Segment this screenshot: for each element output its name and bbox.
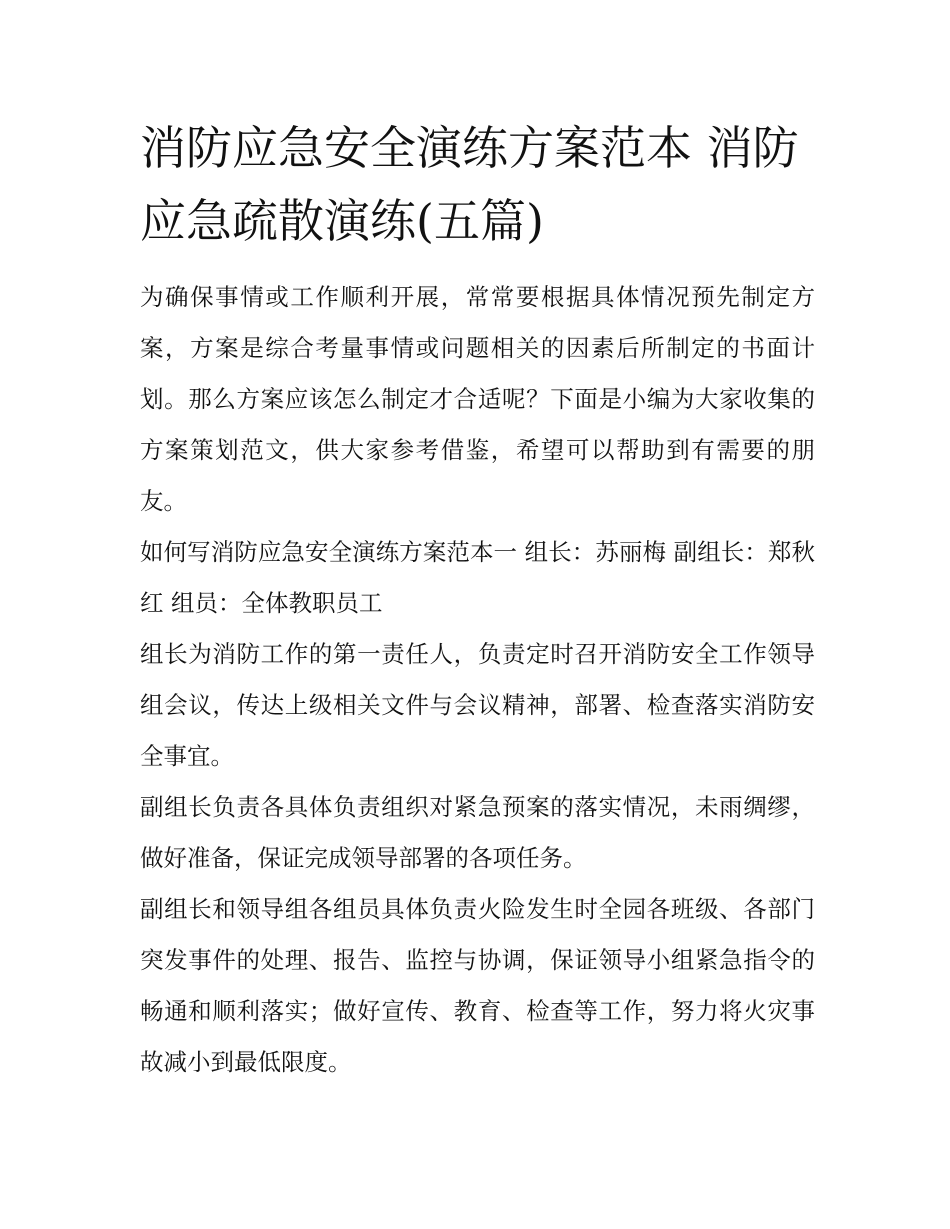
team-members-paragraph: 如何写消防应急安全演练方案范本一 组长：苏丽梅 副组长：郑秋红 组员：全体教职员工 <box>140 538 815 617</box>
intro-paragraph: 为确保事情或工作顺利开展，常常要根据具体情况预先制定方案，方案是综合考量事情或问题相关的因素后所制定的书面计划。那么方案应该怎么制定才合适呢？下面是小编为大家收集的方案策划范文，供大家参考借鉴，希望可以帮助到有需要的朋友。 <box>140 283 815 515</box>
deputy-duty-paragraph: 副组长负责各具体负责组织对紧急预案的落实情况，未雨绸缪，做好准备，保证完成领导部署的各项任务。 <box>140 793 815 872</box>
document-body <box>140 112 815 1088</box>
document-title: 消防应急安全演练方案范本 消防应急疏散演练(五篇) <box>140 121 799 248</box>
members-duty-paragraph: 副组长和领导组各组员具体负责火险发生时全园各班级、各部门突发事件的处理、报告、监控与协调，保证领导小组紧急指令的畅通和顺利落实；做好宣传、教育、检查等工作，努力将火灾事故减小到最低限度。 <box>140 895 815 1076</box>
leader-duty-paragraph: 组长为消防工作的第一责任人，负责定时召开消防安全工作领导组会议，传达上级相关文件与会议精神，部署、检查落实消防安全事宜。 <box>140 640 815 770</box>
